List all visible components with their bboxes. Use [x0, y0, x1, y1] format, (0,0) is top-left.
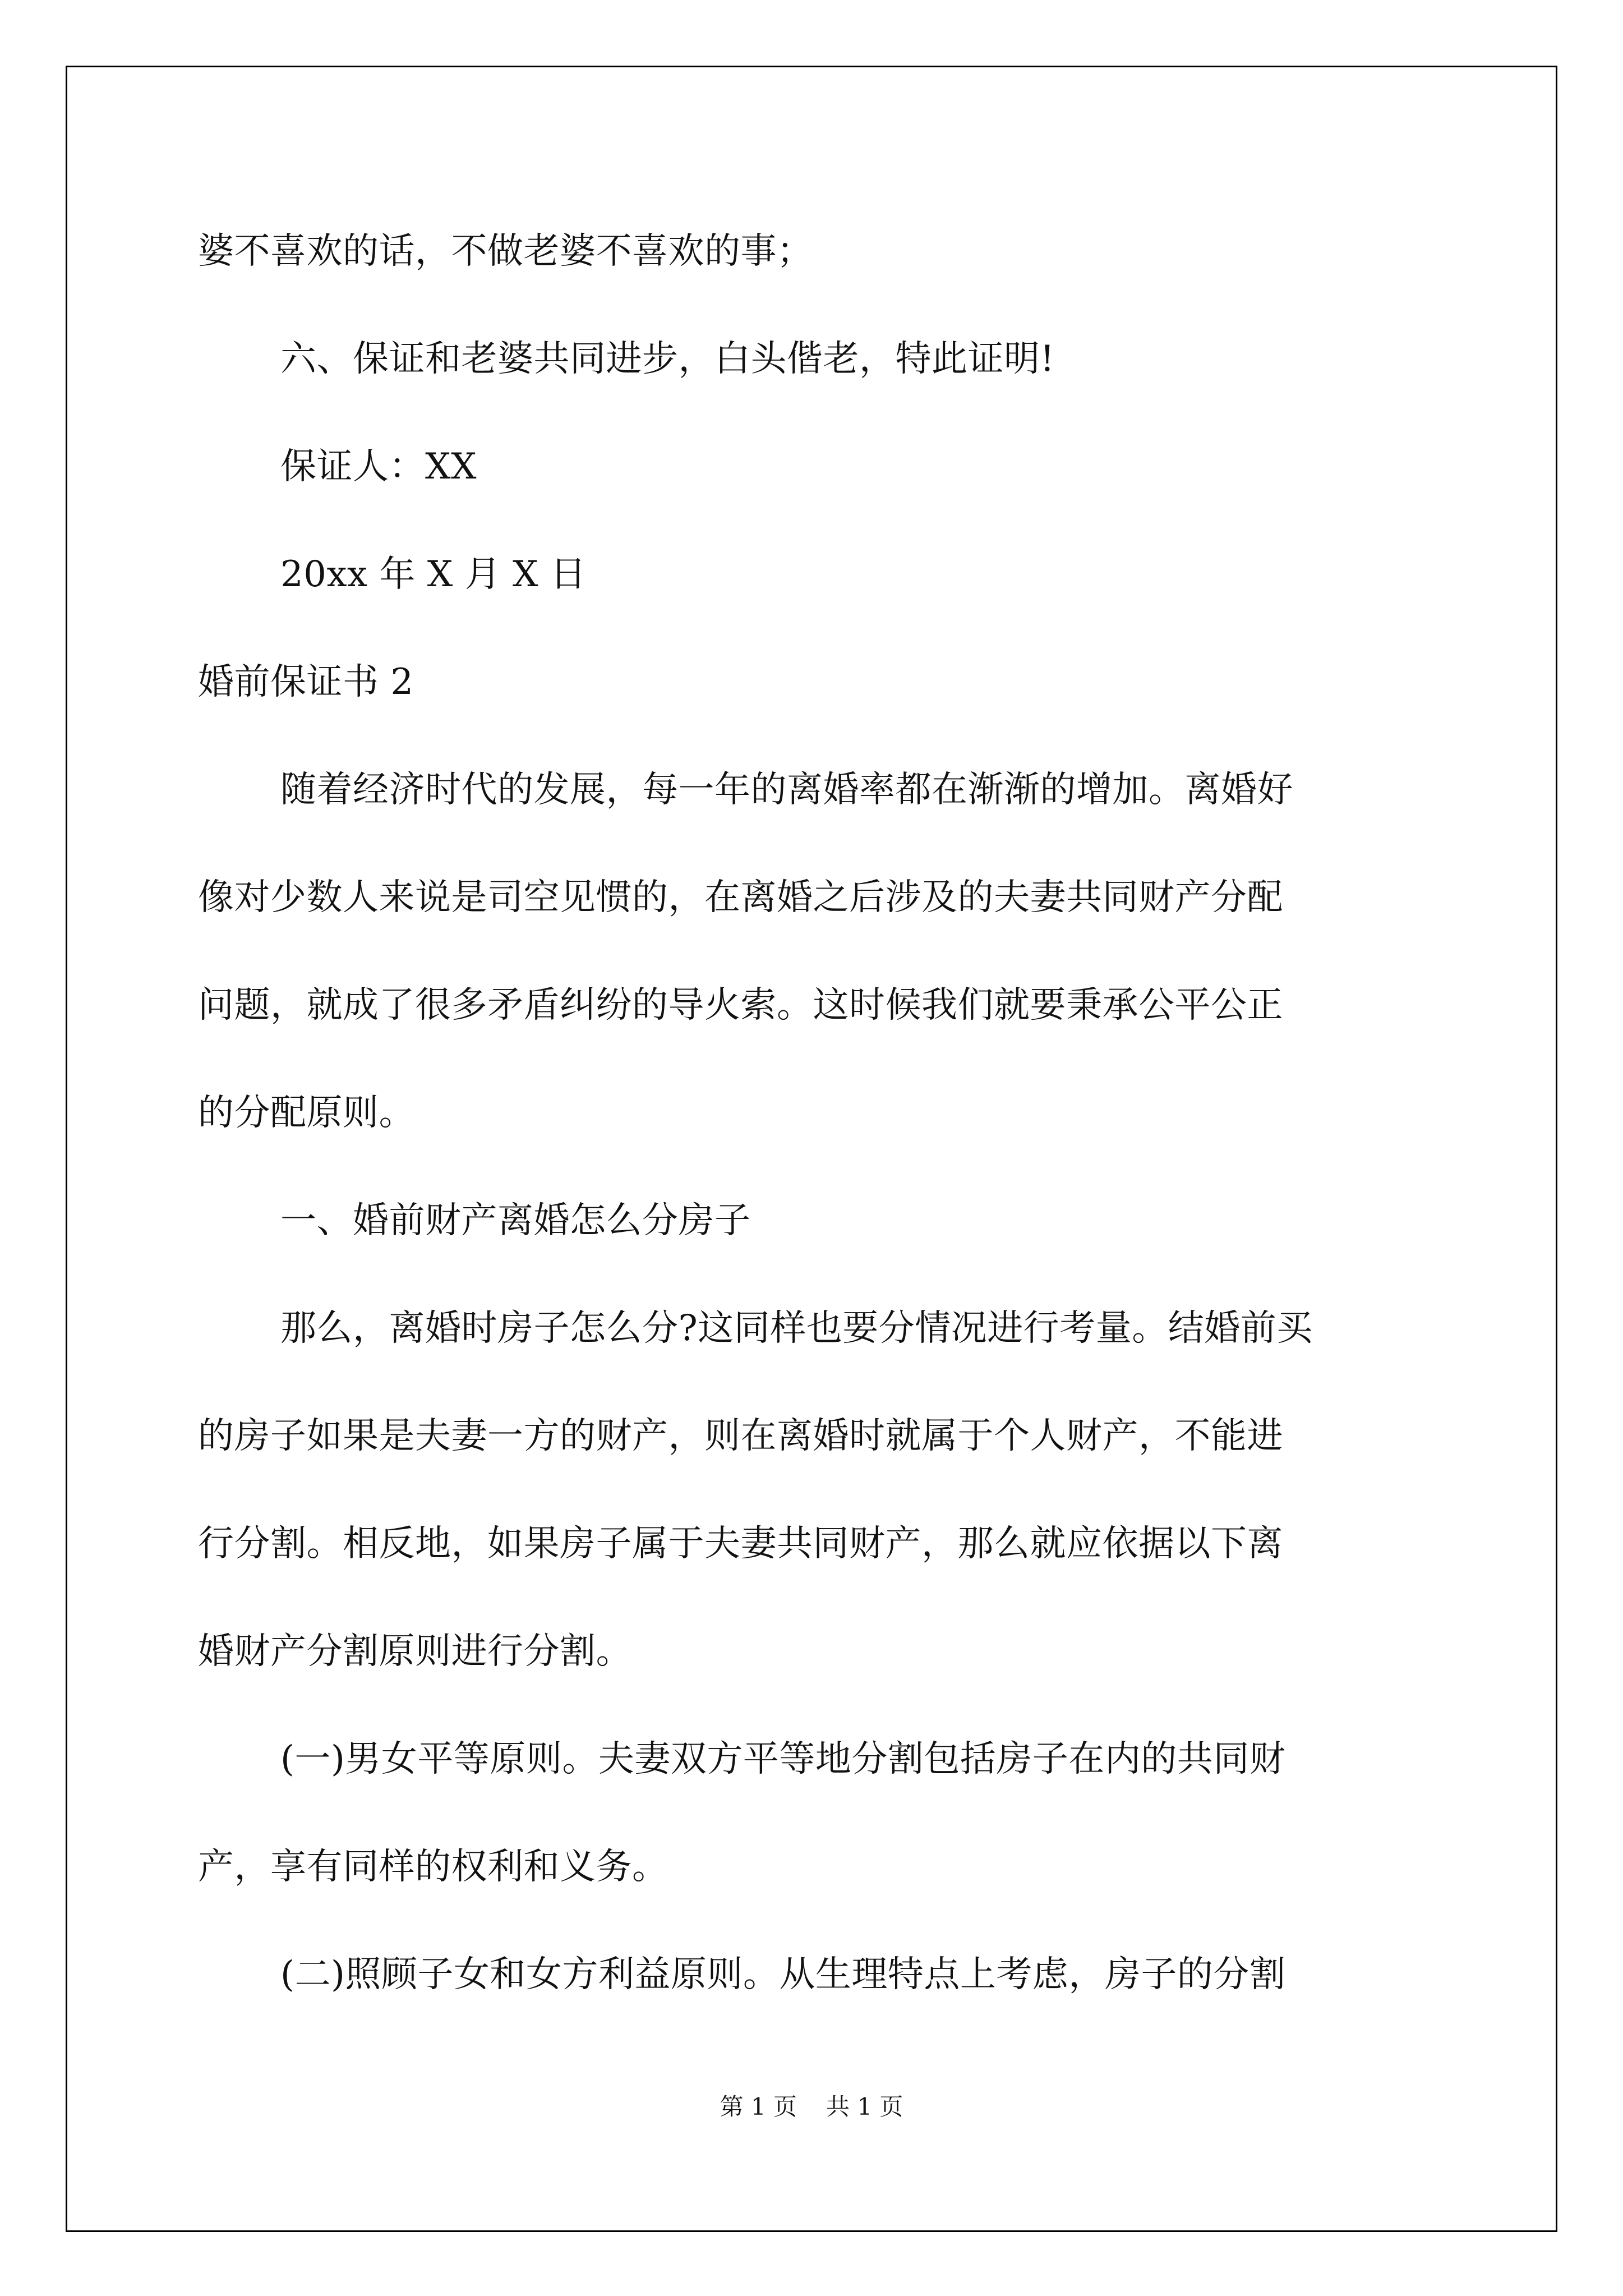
text-line: 婆不喜欢的话，不做老婆不喜欢的事；: [198, 231, 813, 272]
text-line: 产，享有同样的权利和义务。: [198, 1846, 668, 1888]
text-line: (二)照顾子女和女方利益原则。从生理特点上考虑，房子的分割: [280, 1954, 1286, 1995]
text-line: 那么，离婚时房子怎么分?这同样也要分情况进行考量。结婚前买: [280, 1308, 1313, 1349]
text-line: 保证人：XX: [280, 446, 477, 487]
page-footer: [0, 2092, 1623, 2122]
section-heading: 婚前保证书 2: [198, 661, 414, 703]
page-number: 第 1 页: [720, 2093, 797, 2120]
subheading: 一、婚前财产离婚怎么分房子: [280, 1200, 751, 1241]
text-line: 的分配原则。: [198, 1092, 415, 1134]
text-line: 随着经济时代的发展，每一年的离婚率都在渐渐的增加。离婚好: [280, 769, 1293, 811]
text-line: 婚财产分割原则进行分割。: [198, 1631, 632, 1672]
text-line: 六、保证和老婆共同进步，白头偕老，特此证明!: [280, 338, 1055, 380]
page-total: 共 1 页: [826, 2093, 903, 2120]
text-line: 像对少数人来说是司空见惯的，在离婚之后涉及的夫妻共同财产分配: [198, 877, 1283, 918]
text-line: 的房子如果是夫妻一方的财产，则在离婚时就属于个人财产，不能进: [198, 1415, 1283, 1457]
text-line: 问题，就成了很多矛盾纠纷的导火索。这时候我们就要秉承公平公正: [198, 984, 1283, 1026]
page-border: [66, 66, 1557, 2232]
text-line: 行分割。相反地，如果房子属于夫妻共同财产，那么就应依据以下离: [198, 1523, 1283, 1565]
date-line: 20xx 年 X 月 X 日: [280, 554, 587, 595]
text-line: (一)男女平等原则。夫妻双方平等地分割包括房子在内的共同财: [280, 1738, 1286, 1780]
